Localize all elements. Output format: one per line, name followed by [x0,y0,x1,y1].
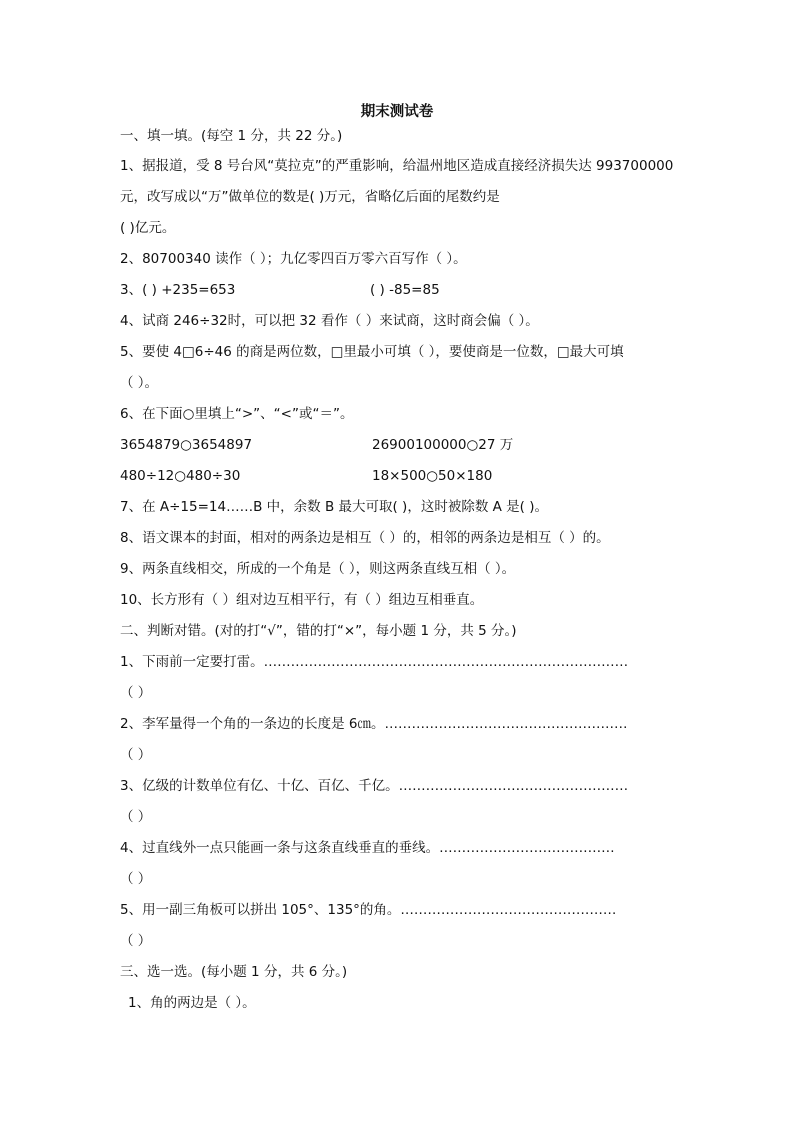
question-8: 8、语文课本的封面，相对的两条边是相互（ ）的，相邻的两条边是相互（ ）的。 [120,530,610,546]
section-heading-fill-in: 一、填一填。(每空 1 分，共 22 分。) [120,128,343,144]
judge-1: 1、下雨前一定要打雷。……………………………………………………………………… [120,654,629,670]
question-5-line-2: （ ）。 [120,375,159,391]
question-7: 7、在 A÷15=14……B 中，余数 B 最大可取( )，这时被除数 A 是( )。 [120,499,548,515]
question-4: 4、试商 246÷32时，可以把 32 看作（ ）来试商，这时商会偏（ ）。 [120,313,539,329]
question-6-compare-b: 26900100000○27 万 [372,437,514,453]
question-2: 2、80700340 读作（ ）；九亿零四百万零六百写作（ ）。 [120,251,467,267]
judge-1-answer: （ ） [120,685,152,701]
question-1-line-2: 元，改写成以“万”做单位的数是( )万元，省略亿后面的尾数约是 [120,189,500,205]
question-1-line-1: 1、据报道，受 8 号台风“莫拉克”的严重影响，给温州地区造成直接经济损失达 993700000 [120,158,674,174]
question-6-compare-d: 18×500○50×180 [372,468,493,484]
question-10: 10、长方形有（ ）组对边互相平行，有（ ）组边互相垂直。 [120,592,484,608]
question-1-line-3: ( )亿元。 [120,220,176,236]
judge-4-answer: （ ） [120,871,152,887]
judge-2-answer: （ ） [120,747,152,763]
question-6: 6、在下面○里填上“>”、“<”或“＝”。 [120,406,354,422]
page-title: 期末测试卷 [360,104,434,120]
judge-2: 2、李军量得一个角的一条边的长度是 6㎝。……………………………………………… [120,716,628,732]
choice-1: 1、角的两边是（ ）。 [128,995,256,1011]
question-5-line-1: 5、要使 4□6÷46 的商是两位数，□里最小可填（ ），要使商是一位数，□最大可填 [120,344,624,360]
judge-3-answer: （ ） [120,809,152,825]
section-heading-true-false: 二、判断对错。(对的打“√”，错的打“×”，每小题 1 分，共 5 分。) [120,623,517,639]
question-3-part-b: ( ) -85=85 [370,282,440,298]
judge-5: 5、用一副三角板可以拼出 105°、135°的角。………………………………………… [120,902,617,918]
question-6-compare-a: 3654879○3654897 [120,437,253,453]
section-heading-choice: 三、选一选。(每小题 1 分，共 6 分。) [120,964,348,980]
judge-4: 4、过直线外一点只能画一条与这条直线垂直的垂线。………………………………… [120,840,615,856]
judge-5-answer: （ ） [120,933,152,949]
judge-3: 3、亿级的计数单位有亿、十亿、百亿、千亿。…………………………………………… [120,778,629,794]
question-9: 9、两条直线相交，所成的一个角是（ ），则这两条直线互相（ ）。 [120,561,516,577]
question-3-part-a: 3、( ) +235=653 [120,282,236,298]
question-6-compare-c: 480÷12○480÷30 [120,468,241,484]
